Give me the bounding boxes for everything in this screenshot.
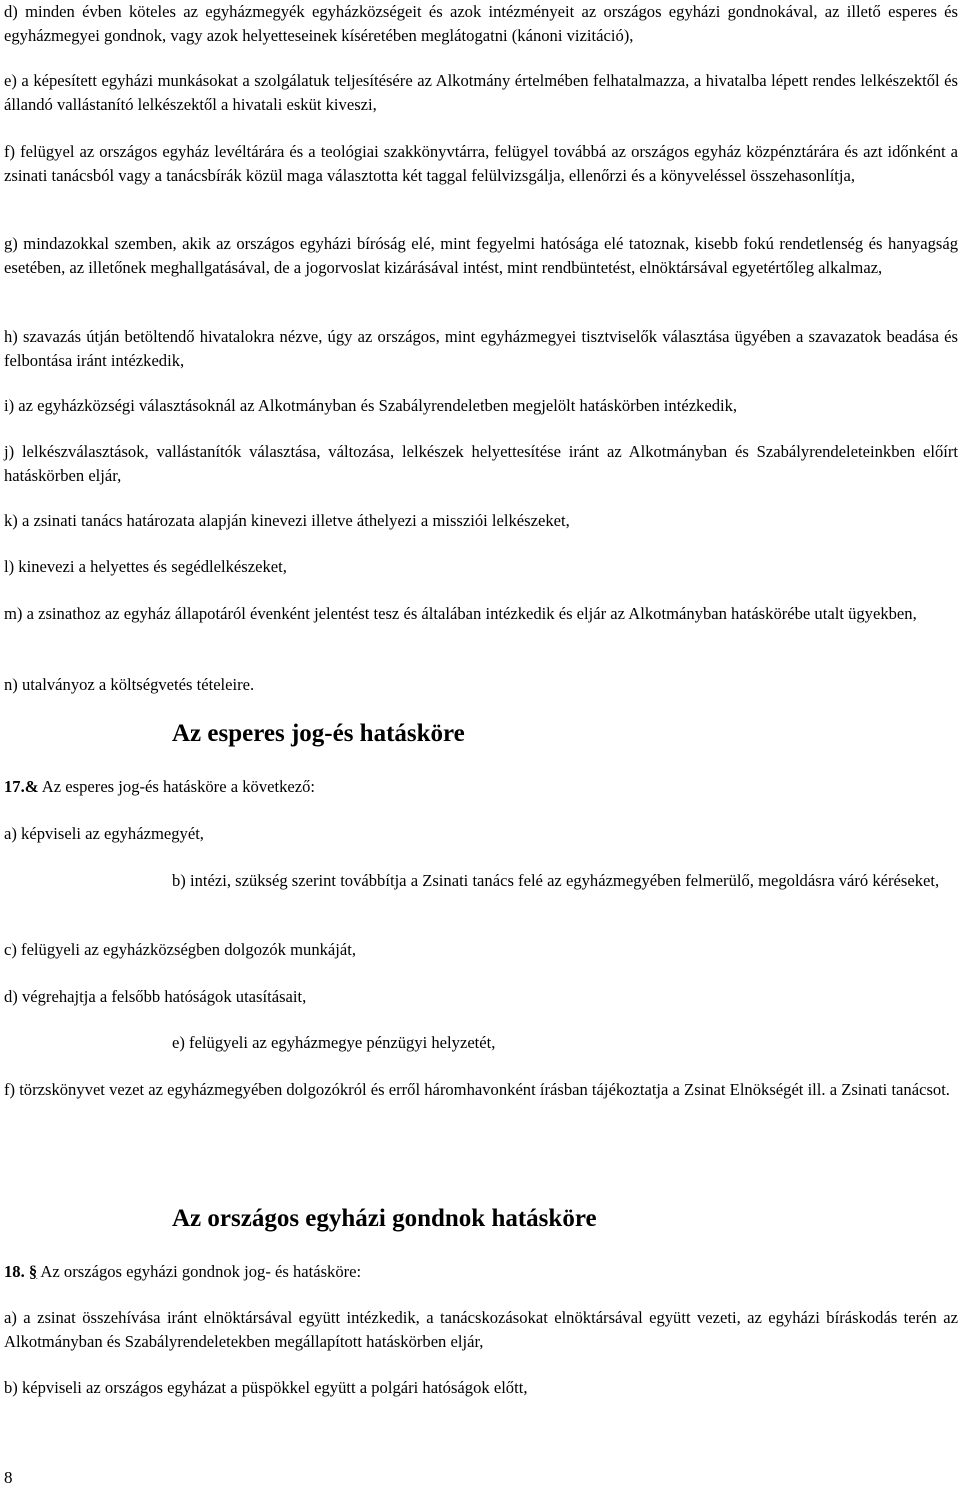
paragraph-18-intro [4,1260,958,1284]
item-n: n) utalványoz a költségvetés tételeire. [4,675,255,694]
esperes-item-b: b) intézi, szükség szerint továbbítja a Zsinati tanács felé az egyházmegyében felmerülő, megoldásra váró kéréseket, [172,871,940,890]
page-number: 8 [4,1468,13,1487]
esperes-item-c: c) felügyeli az egyházközségben dolgozók munkáját, [4,940,357,959]
paragraph-number: 18. [4,1262,25,1281]
gondnok-item-a: a) a zsinat összehívása iránt elnöktársával együtt intézkedik, a tanácskozásokat elnöktársával együtt vezeti, az egyházi bíráskodás terén az Alkotmányban és Szabályrendeletekben megállapított hatáskörben eljár, [4,1308,958,1351]
esperes-item-a: a) képviseli az egyházmegyét, [4,824,204,843]
paragraph-intro-text: Az országos egyházi gondnok jog- és hatásköre: [37,1262,362,1281]
item-d: d) minden évben köteles az egyházmegyék egyházközségeit és azok intézményeit az országos egyházi gondnokával, az illető esperes és egyházmegyei gondnok, vagy azok helyetteseinek kíséretében meglátogatni (kánoni vizitáció), [4,2,958,45]
section-heading-gondnok: Az országos egyházi gondnok hatásköre [172,1205,597,1232]
item-k: k) a zsinati tanács határozata alapján kinevezi illetve áthelyezi a missziói lelkészeket, [4,511,570,530]
item-m: m) a zsinathoz az egyház állapotáról évenként jelentést tesz és általában intézkedik és eljár az Alkotmányban hatáskörébe utalt ügyekben, [4,604,917,623]
item-g: g) mindazokkal szemben, akik az országos egyházi bíróság elé, mint fegyelmi hatósága elé tatoznak, kisebb fokú rendetlenség és hanyagság esetében, az illetőnek meghallgatásával, de a jogorvoslat kizárásával intést, mint rendbüntetést, elnöktársával egyetértőleg alkalmaz, [4,234,958,277]
section-heading-esperes: Az esperes jog-és hatásköre [172,720,465,747]
esperes-item-e: e) felügyeli az egyházmegye pénzügyi helyzetét, [172,1033,496,1052]
esperes-item-f: f) törzskönyvet vezet az egyházmegyében dolgozókról és erről háromhavonként írásban tájékoztatja a Zsinat Elnökségét ill. a Zsinati tanácsot. [4,1080,950,1099]
item-h: h) szavazás útján betöltendő hivatalokra nézve, úgy az országos, mint egyházmegyei tisztviselők választása ügyében a szavazatok beadása és felbontása iránt intézkedik, [4,327,958,370]
item-i: i) az egyházközségi választásoknál az Alkotmányban és Szabályrendeletben megjelölt hatáskörben intézkedik, [4,396,738,415]
paragraph-sign: & [24,777,39,796]
item-e: e) a képesített egyházi munkásokat a szolgálatuk teljesítésére az Alkotmány értelmében felhatalmazza, a hivatalba lépett rendes lelkészektől és állandó vallástanító lelkészektől a hivatali esküt kiveszi, [4,71,958,114]
paragraph-number: 17. [4,777,25,796]
paragraph-17-intro [4,775,958,799]
item-f: f) felügyel az országos egyház levéltárára és a teológiai szakkönyvtárra, felügyel továbbá az országos egyház közpénztárára és azt időnként a zsinati tanácsból vagy a tanácsbírák közül maga választotta két taggal felülvizsgálja, ellenőrzi és a könyveléssel összehasonlítja, [4,142,958,185]
paragraph-intro-text: Az esperes jog-és hatásköre a következő: [38,777,316,796]
esperes-item-d: d) végrehajtja a felsőbb hatóságok utasításait, [4,987,307,1006]
gondnok-item-b: b) képviseli az országos egyházat a püspökkel együtt a polgári hatóságok előtt, [4,1378,528,1397]
item-j: j) lelkészválasztások, vallástanítók választása, változása, lelkészek helyettesítése iránt az Alkotmányban és Szabályrendeleteinkben előírt hatáskörben eljár, [4,442,958,485]
item-l: l) kinevezi a helyettes és segédlelkészeket, [4,557,287,576]
paragraph-sign: § [28,1262,38,1281]
